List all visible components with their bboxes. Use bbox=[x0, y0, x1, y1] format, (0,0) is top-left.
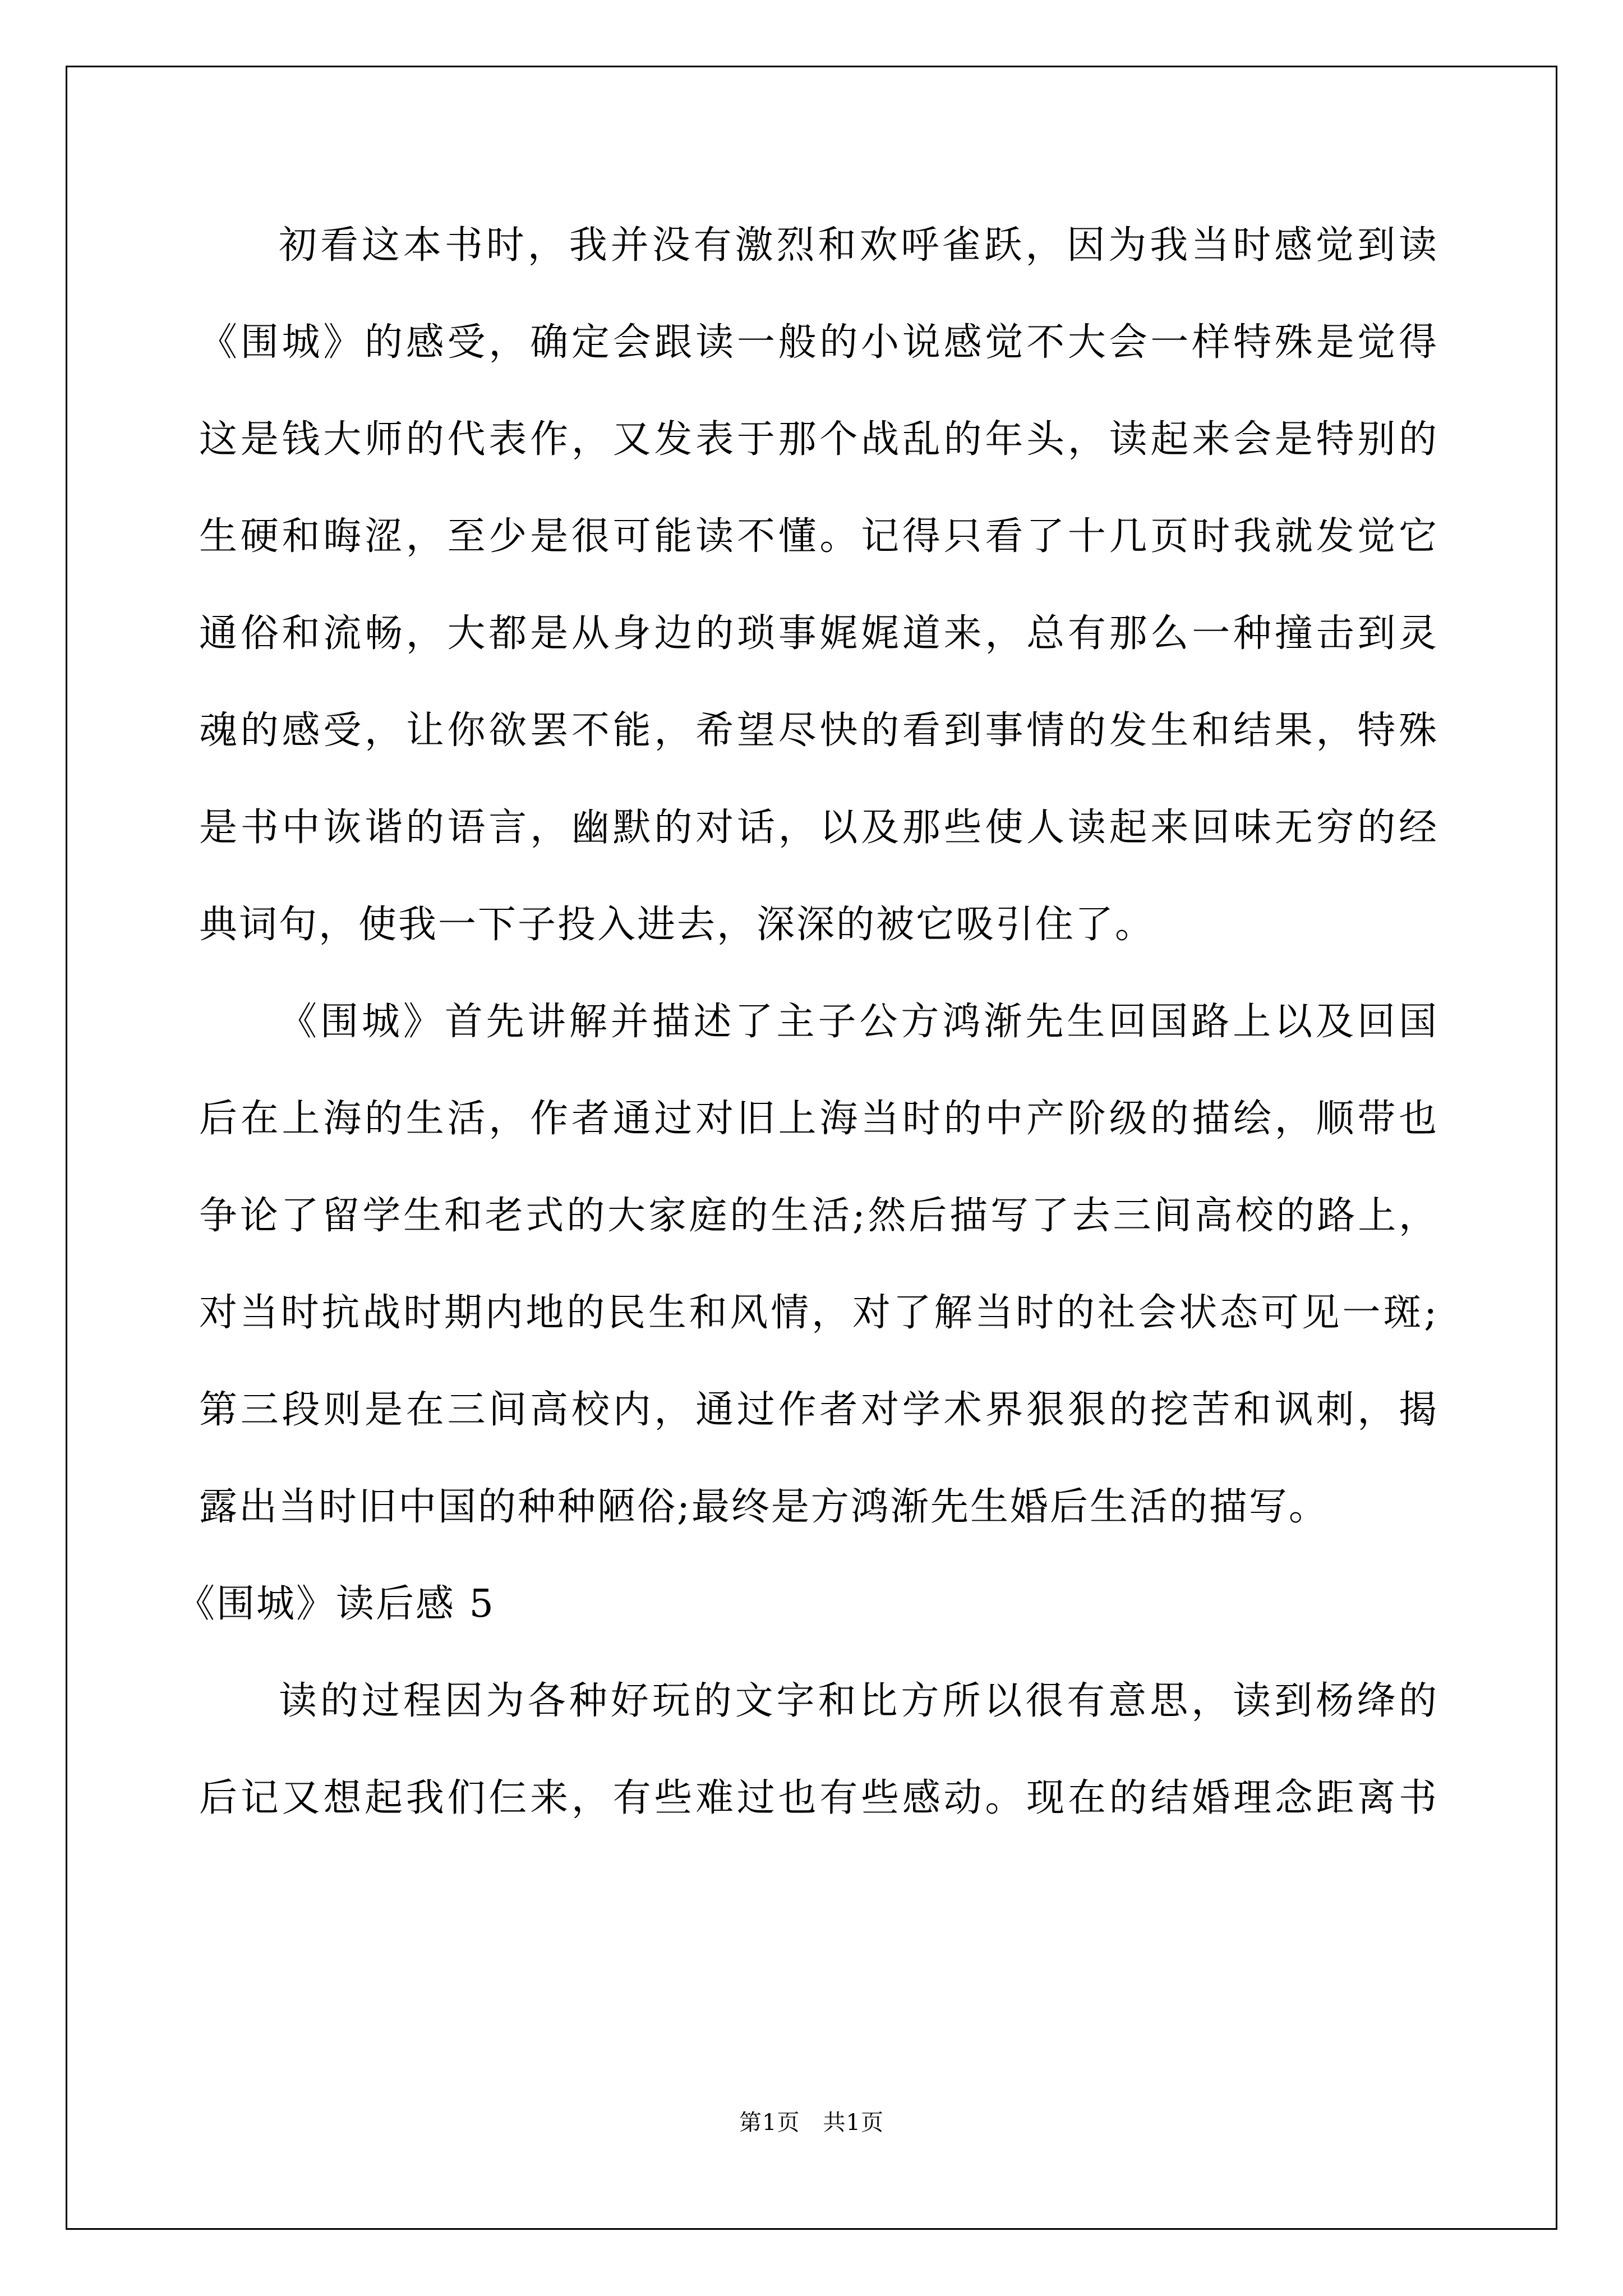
paragraph-1-line-6: 魂的感受，让你欲罢不能，希望尽快的看到事情的发生和结果，特殊 bbox=[199, 708, 1438, 753]
paragraph-1-line-2: 《围城》的感受，确定会跟读一般的小说感觉不大会一样特殊是觉得 bbox=[199, 320, 1438, 365]
paragraph-2-line-4: 对当时抗战时期内地的民生和风情，对了解当时的社会状态可见一斑; bbox=[199, 1291, 1438, 1335]
paragraph-2-line-5: 第三段则是在三间高校内，通过作者对学术界狠狠的挖苦和讽刺，揭 bbox=[199, 1388, 1438, 1432]
paragraph-1-line-3: 这是钱大师的代表作，又发表于那个战乱的年头，读起来会是特别的 bbox=[199, 417, 1438, 462]
paragraph-2-line-6: 露出当时旧中国的种种陋俗;最终是方鸿渐先生婚后生活的描写。 bbox=[199, 1485, 1329, 1529]
paragraph-1-line-8: 典词句，使我一下子投入进去，深深的被它吸引住了。 bbox=[199, 903, 1155, 947]
paragraph-1-line-1: 初看这本书时，我并没有激烈和欢呼雀跃，因为我当时感觉到读 bbox=[279, 223, 1438, 268]
page-number-footer: 第1页 共1页 bbox=[739, 2110, 884, 2136]
paragraph-3-line-1: 读的过程因为各种好玩的文字和比方所以很有意思，读到杨绛的 bbox=[279, 1679, 1438, 1723]
section-heading: 《围城》读后感 5 bbox=[177, 1582, 495, 1626]
paragraph-3-line-2: 后记又想起我们仨来，有些难过也有些感动。现在的结婚理念距离书 bbox=[199, 1776, 1438, 1820]
paragraph-2-line-3: 争论了留学生和老式的大家庭的生活;然后描写了去三间高校的路上， bbox=[199, 1194, 1438, 1238]
paragraph-2-line-1: 《围城》首先讲解并描述了主子公方鸿渐先生回国路上以及回国 bbox=[279, 1000, 1438, 1044]
paragraph-1-line-5: 通俗和流畅，大都是从身边的琐事娓娓道来，总有那么一种撞击到灵 bbox=[199, 611, 1438, 656]
paragraph-2-line-2: 后在上海的生活，作者通过对旧上海当时的中产阶级的描绘，顺带也 bbox=[199, 1097, 1438, 1141]
paragraph-1-line-4: 生硬和晦涩，至少是很可能读不懂。记得只看了十几页时我就发觉它 bbox=[199, 514, 1438, 559]
paragraph-1-line-7: 是书中诙谐的语言，幽默的对话，以及那些使人读起来回味无穷的经 bbox=[199, 806, 1438, 850]
